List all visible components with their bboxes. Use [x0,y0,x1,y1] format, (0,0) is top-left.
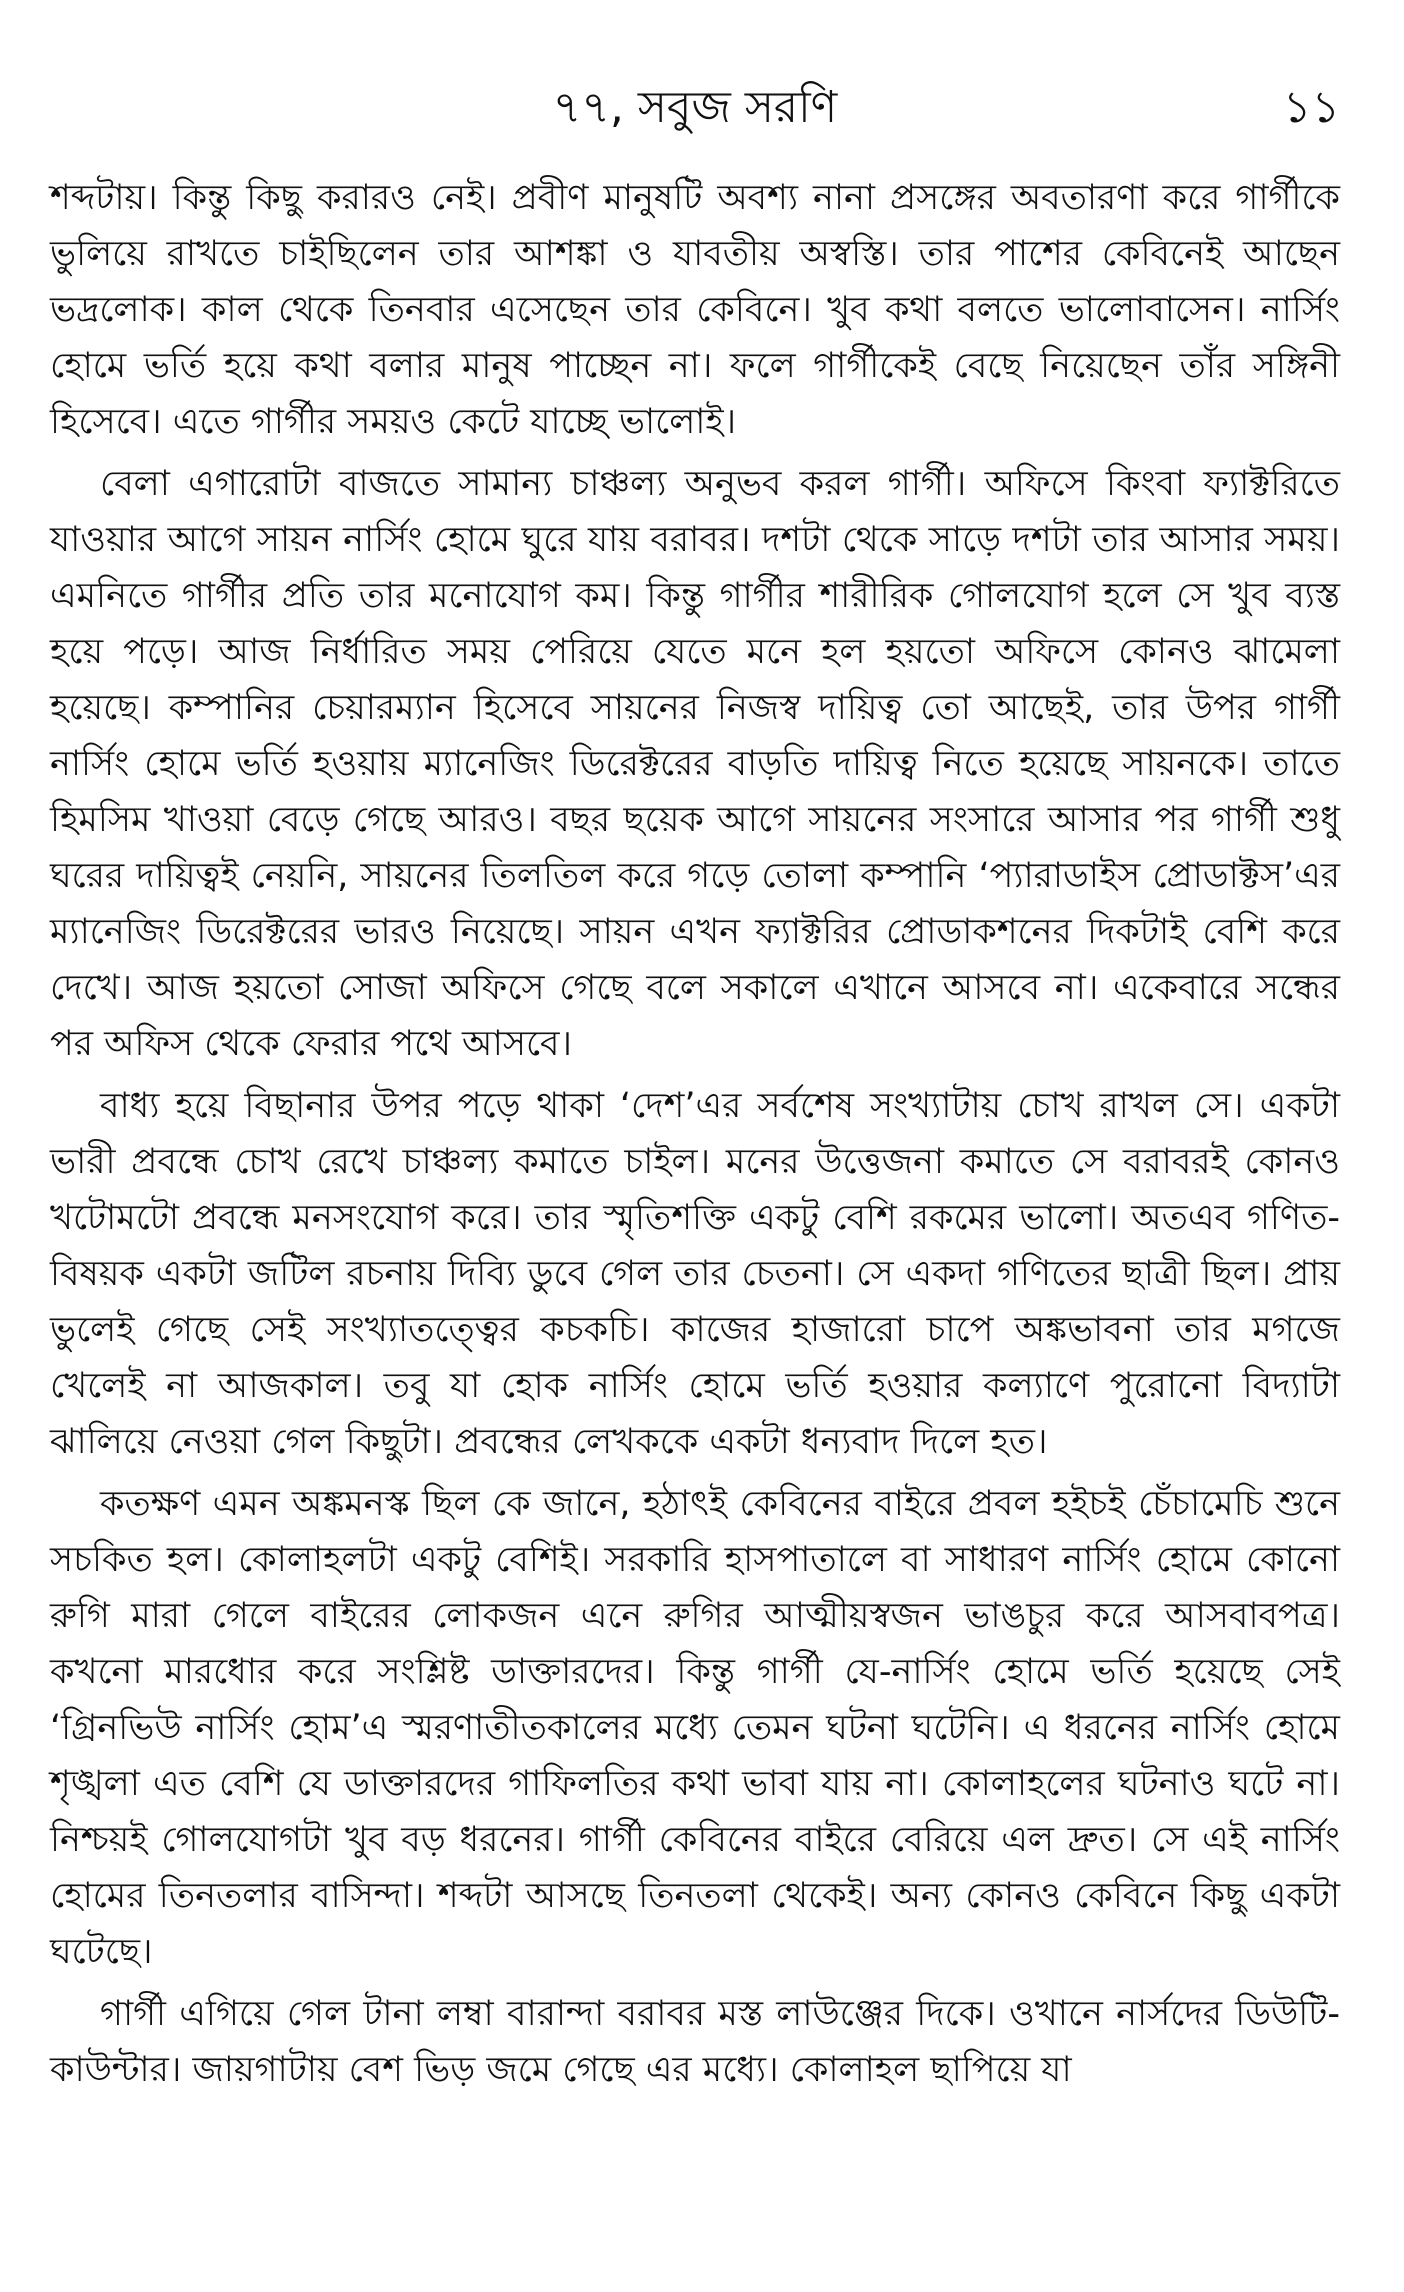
book-page [50,60,1340,2260]
running-title: ৭৭, সবুজ সরণি [552,82,838,133]
paragraph-4: কতক্ষণ এমন অঙ্কমনস্ক ছিল কে জানে, হঠাৎই কেবিনের বাইরে প্রবল হইচই চেঁচামেচি শুনে সচকিত হল। কোলাহলটা একটু বেশিই। সরকারি হাসপাতালে বা সাধারণ নার্সিং হোমে কোনো রুগি মারা গেলে বাইরের লোকজন এনে রুগির আত্মীয়স্বজন ভাঙচুর করে আসবাবপত্র। কখনো মারধোর করে সংশ্লিষ্ট ডাক্তারদের। কিন্তু গার্গী যে-নার্সিং হোমে ভর্তি হয়েছে সেই ‘গ্রিনভিউ নার্সিং হোম’এ স্মরণাতীতকালের মধ্যে তেমন ঘটনা ঘটেনি। এ ধরনের নার্সিং হোমে শৃঙ্খলা এত বেশি যে ডাক্তারদের গাফিলতির কথা ভাবা যায় না। কোলাহলের ঘটনাও ঘটে না। নিশ্চয়ই গোলযোগটা খুব বড় ধরনের। গার্গী কেবিনের বাইরে বেরিয়ে এল দ্রুত। সে এই নার্সিং হোমের তিনতলার বাসিন্দা। শব্দটা আসছে তিনতলা থেকেই। অন্য কোনও কেবিনে কিছু একটা ঘটেছে। [50,1484,1340,1972]
page-number: ১১ [1282,82,1340,133]
paragraph-1: শব্দটায়। কিন্তু কিছু করারও নেই। প্রবীণ মানুষটি অবশ্য নানা প্রসঙ্গের অবতারণা করে গার্গীকে ভুলিয়ে রাখতে চাইছিলেন তার আশঙ্কা ও যাবতীয় অস্বস্তি। তার পাশের কেবিনেই আছেন ভদ্রলোক। কাল থেকে তিনবার এসেছেন তার কেবিনে। খুব কথা বলতে ভালোবাসেন। নার্সিং হোমে ভর্তি হয়ে কথা বলার মানুষ পাচ্ছেন না। ফলে গার্গীকেই বেছে নিয়েছেন তাঁর সঙ্গিনী হিসেবে। এতে গার্গীর সময়ও কেটে যাচ্ছে ভালোই। [50,178,1340,442]
paragraph-3: বাধ্য হয়ে বিছানার উপর পড়ে থাকা ‘দেশ’এর সর্বশেষ সংখ্যাটায় চোখ রাখল সে। একটা ভারী প্রবন্ধে চোখ রেখে চাঞ্চল্য কমাতে চাইল। মনের উত্তেজনা কমাতে সে বরাবরই কোনও খটোমটো প্রবন্ধে মনসংযোগ করে। তার স্মৃতিশক্তি একটু বেশি রকমের ভালো। অতএব গণিত-বিষয়ক একটা জটিল রচনায় দিব্যি ডুবে গেল তার চেতনা। সে একদা গণিতের ছাত্রী ছিল। প্রায় ভুলেই গেছে সেই সংখ্যাতত্ত্বের কচকচি। কাজের হাজারো চাপে অঙ্কভাবনা তার মগজে খেলেই না আজকাল। তবু যা হোক নার্সিং হোমে ভর্তি হওয়ার কল্যাণে পুরোনো বিদ্যাটা ঝালিয়ে নেওয়া গেল কিছুটা। প্রবন্ধের লেখককে একটা ধন্যবাদ দিলে হত। [50,1086,1340,1462]
paragraph-2: বেলা এগারোটা বাজতে সামান্য চাঞ্চল্য অনুভব করল গার্গী। অফিসে কিংবা ফ্যাক্টরিতে যাওয়ার আগে সায়ন নার্সিং হোমে ঘুরে যায় বরাবর। দশটা থেকে সাড়ে দশটা তার আসার সময়। এমনিতে গার্গীর প্রতি তার মনোযোগ কম। কিন্তু গার্গীর শারীরিক গোলযোগ হলে সে খুব ব্যস্ত হয়ে পড়ে। আজ নির্ধারিত সময় পেরিয়ে যেতে মনে হল হয়তো অফিসে কোনও ঝামেলা হয়েছে। কম্পানির চেয়ারম্যান হিসেবে সায়নের নিজস্ব দায়িত্ব তো আছেই, তার উপর গার্গী নার্সিং হোমে ভর্তি হওয়ায় ম্যানেজিং ডিরেক্টরের বাড়তি দায়িত্ব নিতে হয়েছে সায়নকে। তাতে হিমসিম খাওয়া বেড়ে গেছে আরও। বছর ছয়েক আগে সায়নের সংসারে আসার পর গার্গী শুধু ঘরের দায়িত্বই নেয়নি, সায়নের তিলতিল করে গড়ে তোলা কম্পানি ‘প্যারাডাইস প্রোডাক্টস’এর ম্যানেজিং ডিরেক্টরের ভারও নিয়েছে। সায়ন এখন ফ্যাক্টরির প্রোডাকশনের দিকটাই বেশি করে দেখে। আজ হয়তো সোজা অফিসে গেছে বলে সকালে এখানে আসবে না। একেবারে সন্ধের পর অফিস থেকে ফেরার পথে আসবে। [50,464,1340,1064]
body-text [50,170,1340,2098]
running-header [50,60,1340,170]
paragraph-5: গার্গী এগিয়ে গেল টানা লম্বা বারান্দা বরাবর মস্ত লাউঞ্জের দিকে। ওখানে নার্সদের ডিউটি-কাউন্টার। জায়গাটায় বেশ ভিড় জমে গেছে এর মধ্যে। কোলাহল ছাপিয়ে যা [50,1994,1340,2090]
